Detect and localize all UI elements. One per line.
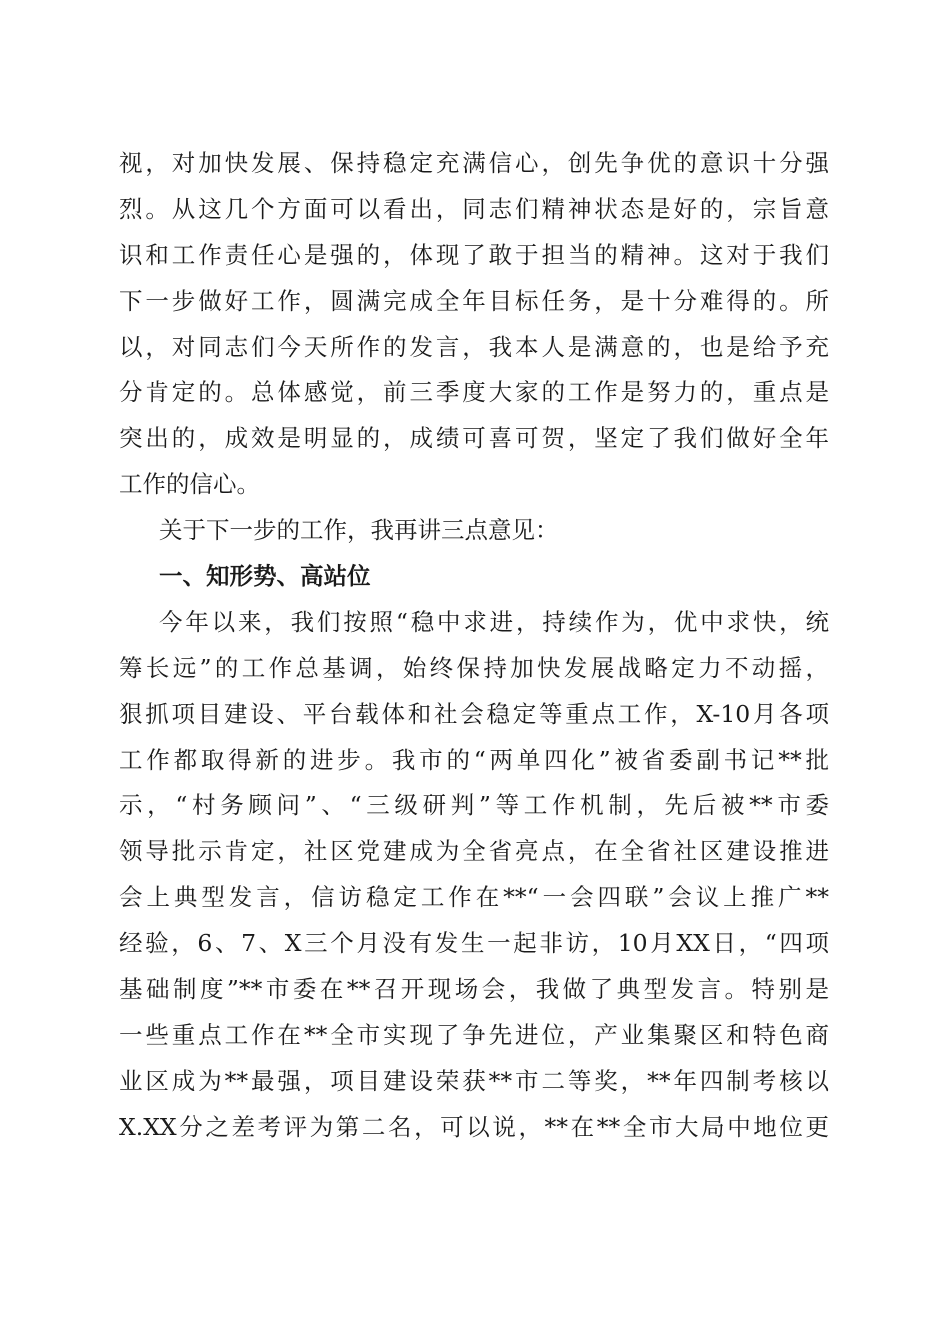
text-line: 经验，6、7、X三个月没有发生一起非访，10月XX日，“四项 <box>119 929 829 958</box>
text-line: 分肯定的。总体感觉，前三季度大家的工作是努力的，重点是 <box>119 378 829 407</box>
text-line: 领导批示肯定，社区党建成为全省亮点，在全省社区建设推进 <box>119 837 829 866</box>
paragraph-continued <box>119 141 829 508</box>
text-line: 识和工作责任心是强的，体现了敢于担当的精神。这对于我们 <box>119 240 829 269</box>
text-line: X.XX分之差考评为第二名，可以说，**在**全市大局中地位更 <box>119 1112 829 1141</box>
text-line: 会上典型发言，信访稳定工作在**“一会四联”会议上推广** <box>119 883 829 912</box>
intro-paragraph: 关于下一步的工作，我再讲三点意见： <box>159 516 559 545</box>
text-line: 下一步做好工作，圆满完成全年目标任务，是十分难得的。所 <box>119 286 829 315</box>
text-line: 工作都取得新的进步。我市的“两单四化”被省委副书记**批 <box>119 745 829 774</box>
text-line: 示，“村务顾问”、“三级研判”等工作机制，先后被**市委 <box>119 791 829 820</box>
text-line: 视，对加快发展、保持稳定充满信心，创先争优的意识十分强 <box>119 149 829 177</box>
text-line: 烈。从这几个方面可以看出，同志们精神状态是好的，宗旨意 <box>119 194 829 223</box>
text-line: 狠抓项目建设、平台载体和社会稳定等重点工作，X-10月各项 <box>119 699 829 728</box>
text-line: 今年以来，我们按照“稳中求进，持续作为，优中求快，统 <box>159 607 829 636</box>
section-heading: 一、知形势、高站位 <box>159 562 371 591</box>
document-body <box>119 141 829 1151</box>
text-line: 突出的，成效是明显的，成绩可喜可贺，坚定了我们做好全年 <box>119 424 829 453</box>
section-paragraph <box>119 600 829 1151</box>
text-line: 工作的信心。 <box>119 470 260 499</box>
text-line: 一些重点工作在**全市实现了争先进位，产业集聚区和特色商 <box>119 1020 829 1049</box>
text-line: 基础制度”**市委在**召开现场会，我做了典型发言。特别是 <box>119 975 829 1004</box>
text-line: 业区成为**最强，项目建设荣获**市二等奖，**年四制考核以 <box>119 1066 829 1095</box>
text-line: 以，对同志们今天所作的发言，我本人是满意的，也是给予充 <box>119 332 829 361</box>
text-line: 筹长远”的工作总基调，始终保持加快发展战略定力不动摇， <box>119 653 829 682</box>
